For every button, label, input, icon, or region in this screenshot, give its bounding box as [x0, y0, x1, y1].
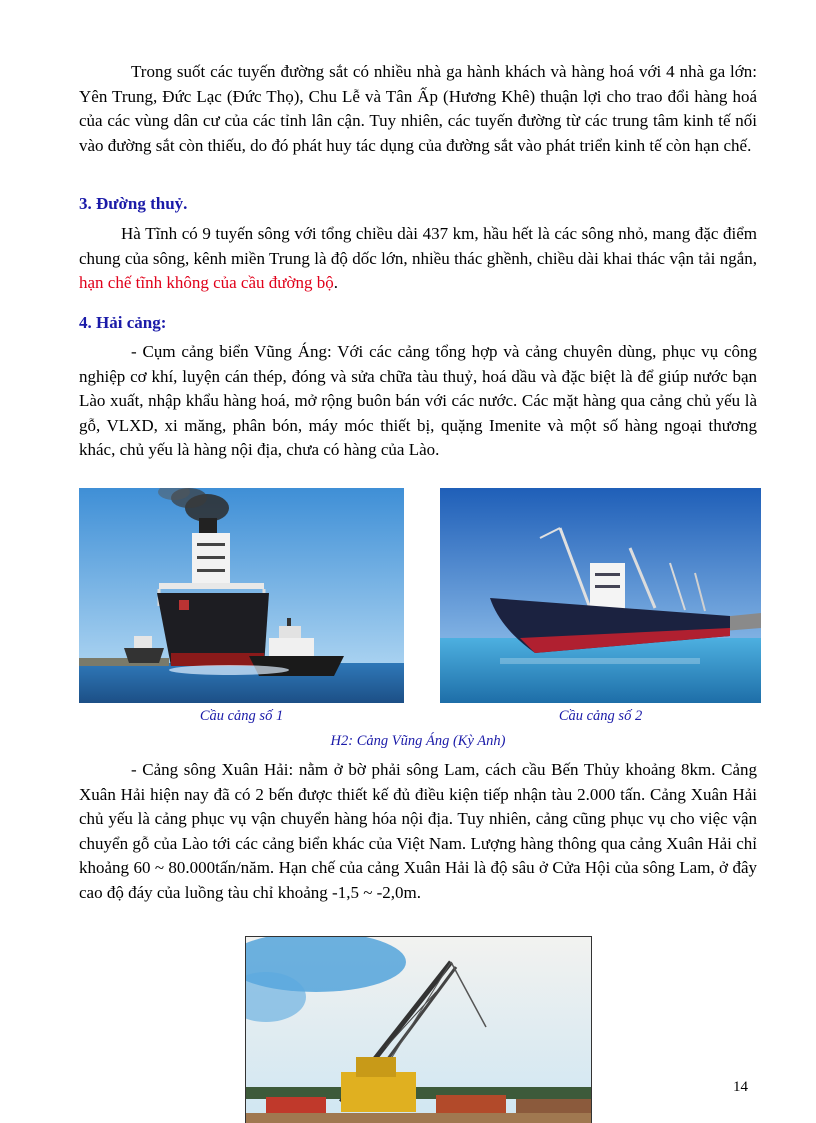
waterway-paragraph — [79, 222, 757, 296]
photo-xuan-hai-crane — [246, 937, 591, 1123]
heading-waterway: 3. Đường thuỷ. — [79, 194, 188, 213]
caption-photo-1: Cầu cảng số 1 — [199, 708, 284, 724]
photo-port-berth-2 — [440, 488, 761, 703]
waterway-text: Hà Tĩnh có 9 tuyến sông với tổng chiều dài 437 km, hầu hết là các sông nhỏ, mang đặc điểm chung của sông, kênh miền Trung là độ dốc lớn, nhiều thác ghềnh, chiều dài khai thác vận tải ngắn, — [79, 224, 757, 268]
caption-photo-2: Cầu cảng số 2 — [558, 708, 643, 724]
waterway-end: . — [333, 273, 338, 293]
waterway-highlight: hạn chế tĩnh không của cầu đường bộ — [79, 273, 334, 293]
railway-stations-paragraph: Trong suốt các tuyến đường sắt có nhiều nhà ga hành khách và hàng hoá với 4 nhà ga lớn: Yên Trung, Đức Lạc (Đức Thọ), Chu Lễ và Tân Ấp (Hương Khê) thuận lợi cho trao đổi hàng hoá của các vùng dân cư của các tỉnh lân cận. Tuy nhiên, các tuyến đường từ các trung tâm kinh tế nối vào đường sắt còn thiếu, do đó phát huy tác dụng của đường sắt vào phát triển kinh tế còn hạn chế. — [79, 62, 757, 155]
vung-ang-paragraph: - Cụm cảng biển Vũng Áng: Với các cảng tổng hợp và cảng chuyên dùng, phục vụ công nghiệp cơ khí, luyện cán thép, đóng và sửa chữa tàu thuỷ, hoá dầu và đặc biệt là để giúp nước bạn Lào xuất, nhập khẩu hàng hoá, mở rộng buôn bán với các nước. Các mặt hàng qua cảng chủ yếu là gỗ, VLXD, xi măng, phân bón, máy móc thiết bị, quặng Imenite và một số hàng ngoại thương khác, chủ yếu là hàng nội địa, chưa có hàng của Lào. — [79, 342, 757, 460]
page-number: 14 — [733, 1079, 748, 1095]
xuan-hai-paragraph: - Cảng sông Xuân Hải: nằm ở bờ phải sông Lam, cách cầu Bến Thủy khoảng 8km. Cảng Xuân Hải hiện nay đã có 2 bến được thiết kế đủ điều kiện tiếp nhận tàu 2.000 tấn. Cảng Xuân Hải chủ yếu là cảng phục vụ vận chuyển hàng hóa nội địa. Tuy nhiên, cảng cũng phục vụ cho việc vận chuyển gỗ của Lào tới các cảng biển khác của Việt Nam. Lượng hàng thông qua cảng Xuân Hải chỉ khoảng 60 ~ 80.000tấn/năm. Hạn chế của cảng Xuân Hải là độ sâu ở Cửa Hội của sông Lam, ở đây cao độ đáy của luồng tàu chỉ khoảng -1,5 ~ -2,0m. — [79, 760, 757, 902]
photo-port-berth-1 — [79, 488, 404, 703]
figure-caption: H2: Cảng Vũng Áng (Kỳ Anh) — [330, 733, 506, 749]
heading-ports: 4. Hải cảng: — [79, 313, 167, 332]
